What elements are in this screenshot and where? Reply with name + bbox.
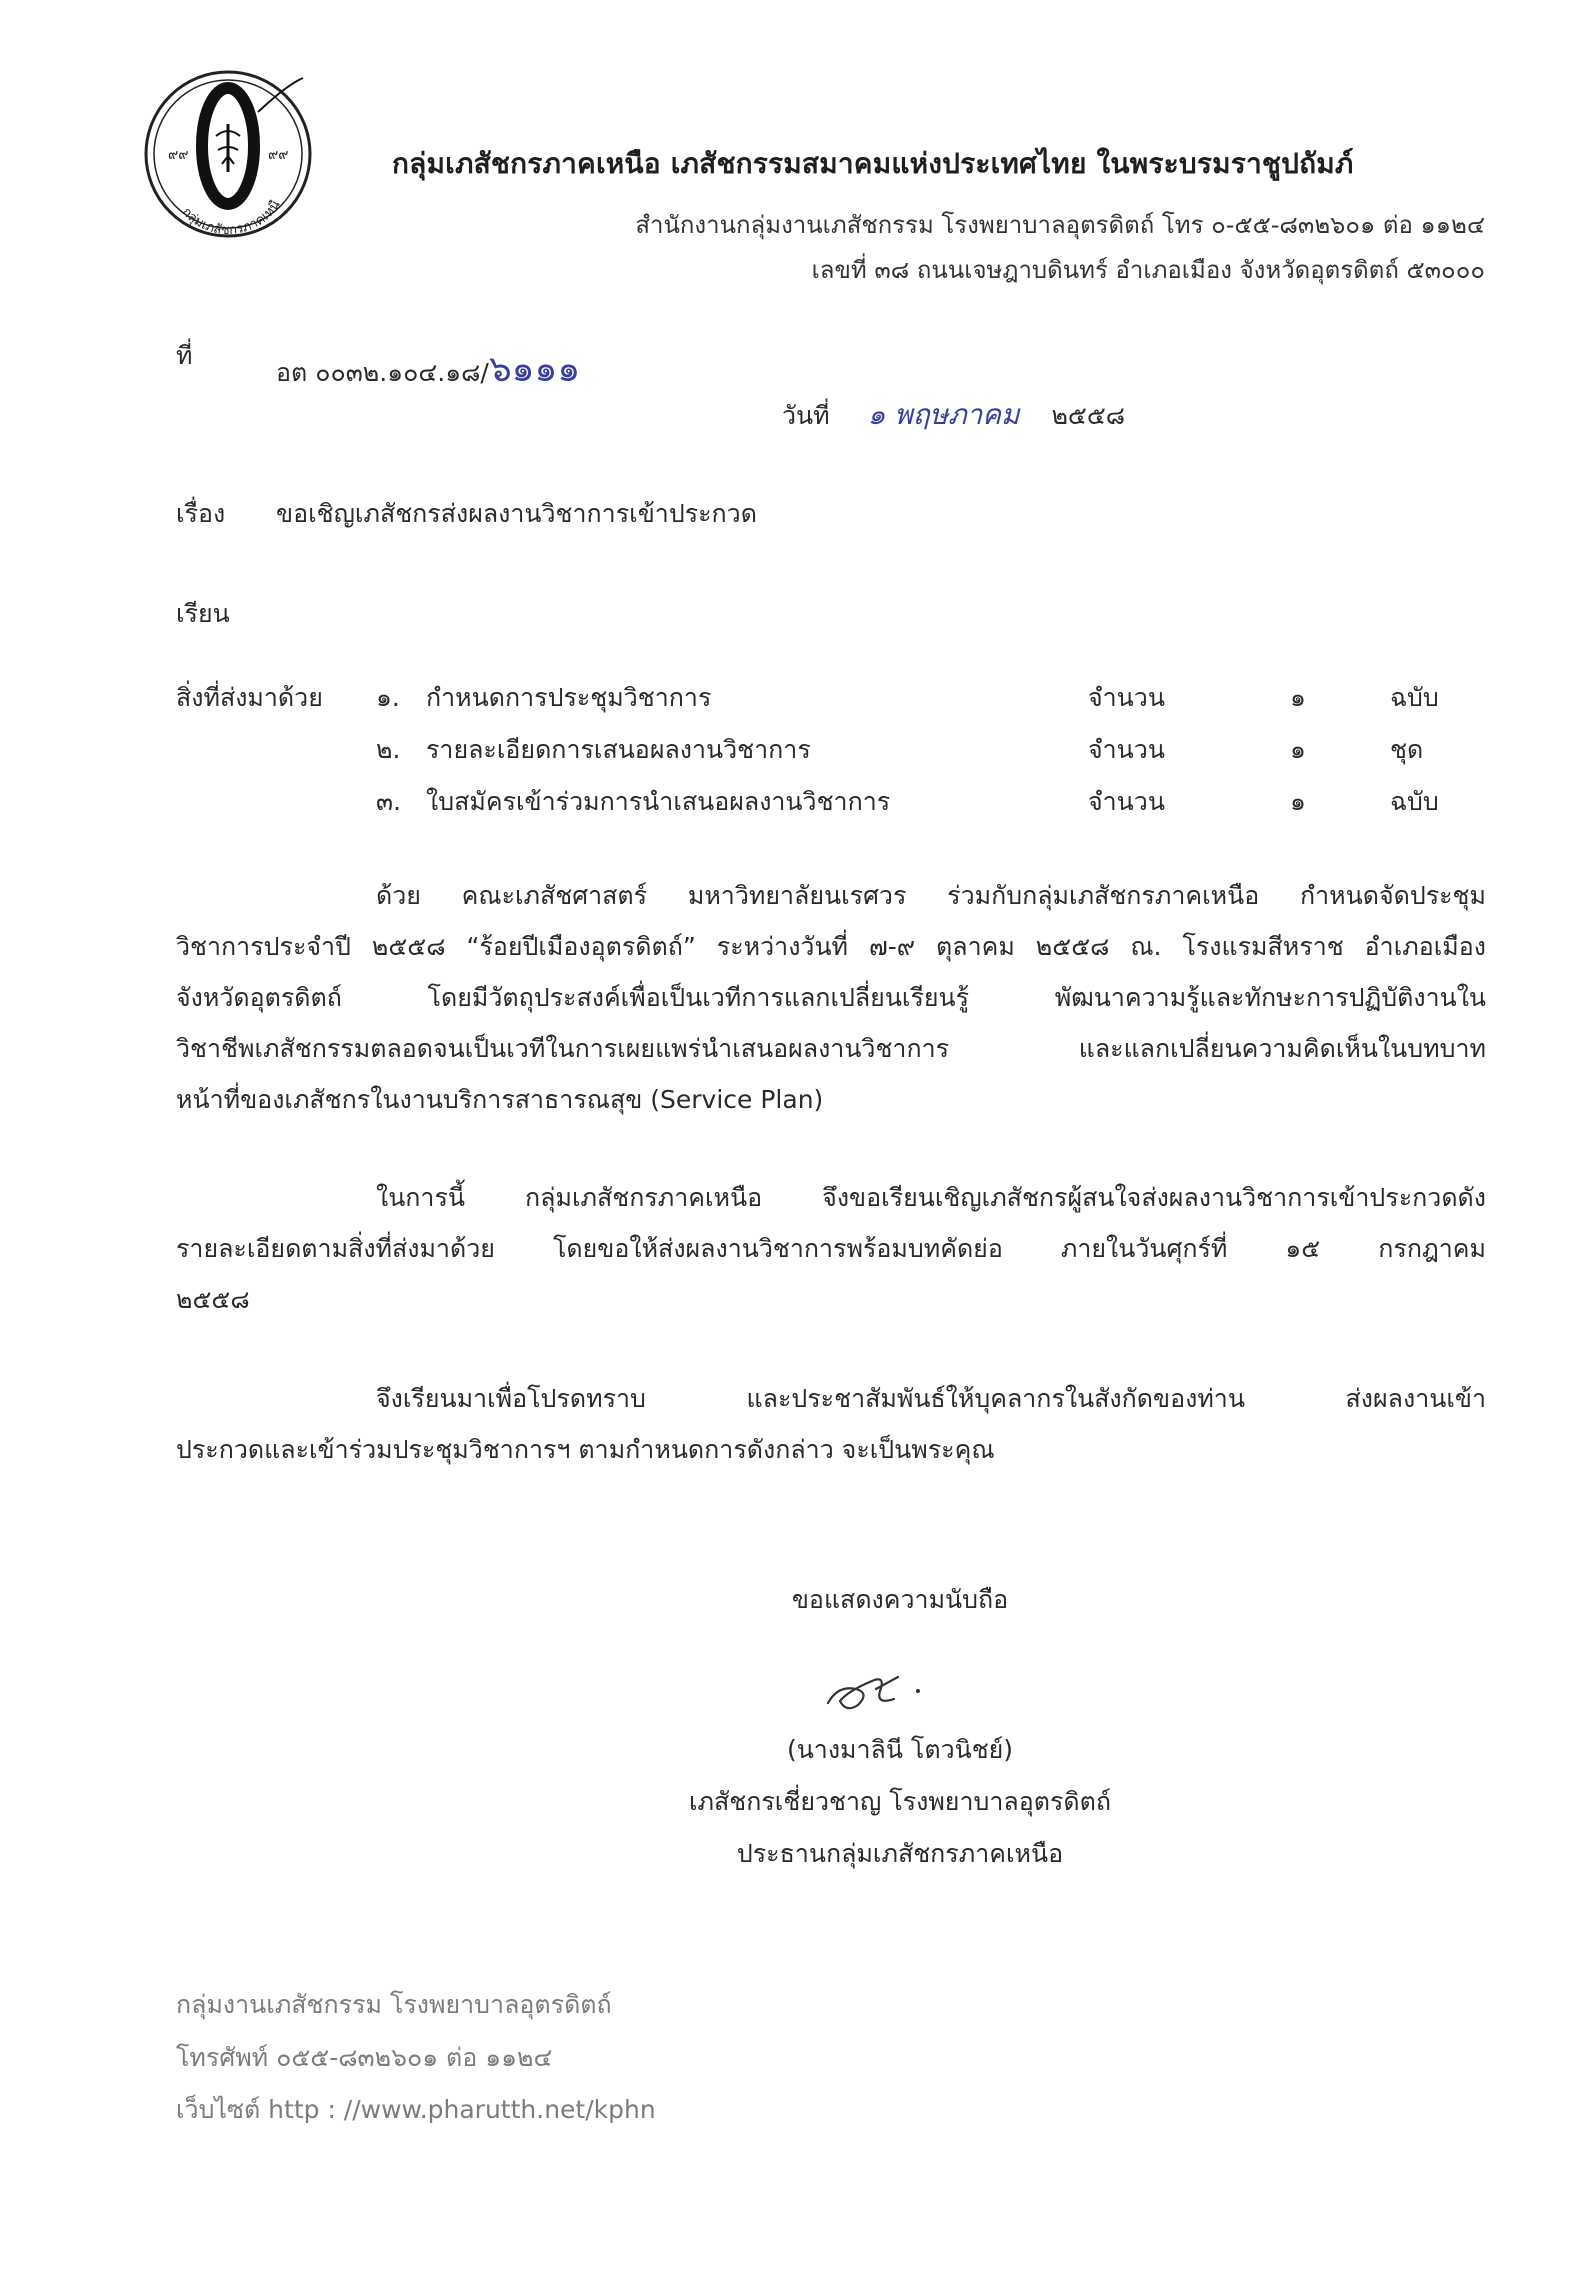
footer-department: กลุ่มงานเภสัชกรรม โรงพยาบาลอุตรดิตถ์ — [176, 1990, 612, 2019]
enclosures-label: สิ่งที่ส่งมาด้วย — [176, 683, 323, 712]
signature — [818, 1655, 938, 1725]
organization-name: กลุ่มเภสัชกรภาคเหนือ เภสัชกรรมสมาคมแห่งประเทศไทย ในพระบรมราชูปถัมภ์ — [392, 147, 1354, 180]
paragraph-line: รายละเอียดตามสิ่งที่ส่งมาด้วย โดยขอให้ส่งผลงานวิชาการพร้อมบทคัดย่อ ภายในวันศุกร์ที่ ๑๕ กรกฎาคม — [176, 1234, 1486, 1263]
ref-number-handwritten: ๖๑๑๑ — [488, 349, 581, 390]
svg-text:กลุ่มเภสัชกรภาคเหนือ — [138, 64, 284, 238]
enclosure-text: รายละเอียดการเสนอผลงานวิชาการ — [426, 735, 811, 764]
enclosure-text: กำหนดการประชุมวิชาการ — [426, 683, 712, 712]
enclosure-qty: ๑ — [1290, 787, 1306, 816]
signatory-name: (นางมาลินี โตวนิชย์) — [786, 1735, 1014, 1764]
signatory-title: ประธานกลุ่มเภสัชกรภาคเหนือ — [736, 1839, 1064, 1868]
body-paragraph-1 — [176, 870, 1486, 1125]
date-label: วันที่ — [782, 401, 830, 430]
body-paragraph-3 — [176, 1373, 1486, 1475]
organization-logo — [138, 64, 318, 244]
logo-text: กลุ่มเภสัชกรภาคเหนื — [178, 197, 284, 239]
enclosure-qty: ๑ — [1290, 683, 1306, 712]
address-line: เลขที่ ๓๘ ถนนเจษฎาบดินทร์ อำเภอเมือง จังหวัดอุตรดิตถ์ ๕๓๐๐๐ — [811, 256, 1485, 284]
enclosure-item — [176, 782, 1486, 822]
salutation-to-label: เรียน — [176, 599, 230, 628]
ref-number — [276, 340, 580, 397]
svg-text:๙๙: ๙๙ — [268, 147, 289, 163]
enclosure-qty-label: จำนวน — [1088, 787, 1165, 816]
footer-phone: โทรศัพท์ ๐๕๕-๘๓๒๖๐๑ ต่อ ๑๑๒๔ — [176, 2043, 553, 2072]
enclosure-qty-label: จำนวน — [1088, 683, 1165, 712]
paragraph-line: ๒๕๕๘ — [176, 1285, 250, 1314]
ref-label: ที่ — [176, 341, 193, 370]
footer-website-link[interactable]: เว็บไซต์ http : //www.pharutth.net/kphn — [176, 2095, 656, 2124]
enclosure-item — [176, 678, 1486, 718]
paragraph-line: ในการนี้ กลุ่มเภสัชกรภาคเหนือ จึงขอเรียนเชิญเภสัชกรผู้สนใจส่งผลงานวิชาการเข้าประกวดดัง — [376, 1183, 1486, 1212]
closing-salutation: ขอแสดงความนับถือ — [791, 1585, 1009, 1614]
enclosure-qty: ๑ — [1290, 735, 1306, 764]
paragraph-line: วิชาชีพเภสัชกรรมตลอดจนเป็นเวทีในการเผยแพร่นำเสนอผลงานวิชาการ และแลกเปลี่ยนความคิดเห็นในบทบาท — [176, 1034, 1486, 1063]
subject-label: เรื่อง — [176, 499, 226, 528]
enclosure-item — [176, 730, 1486, 770]
enclosure-text: ใบสมัครเข้าร่วมการนำเสนอผลงานวิชาการ — [426, 787, 891, 816]
enclosure-qty-label: จำนวน — [1088, 735, 1165, 764]
subject-text: ขอเชิญเภสัชกรส่งผลงานวิชาการเข้าประกวด — [276, 499, 757, 528]
ref-number-printed: อต ๐๐๓๒.๑๐๔.๑๘/ — [276, 358, 489, 387]
paragraph-line: จึงเรียนมาเพื่อโปรดทราบ และประชาสัมพันธ์ให้บุคลากรในสังกัดของท่าน ส่งผลงานเข้า — [376, 1384, 1486, 1413]
enclosure-unit: ชุด — [1390, 735, 1424, 764]
date-year: ๒๕๕๘ — [1051, 401, 1126, 430]
paragraph-line: ประกวดและเข้าร่วมประชุมวิชาการฯ ตามกำหนดการดังกล่าว จะเป็นพระคุณ — [176, 1435, 995, 1464]
enclosure-number: ๒. — [376, 735, 401, 764]
enclosure-unit: ฉบับ — [1390, 787, 1439, 816]
paragraph-line: วิชาการประจำปี ๒๕๕๘ “ร้อยปีเมืองอุตรดิตถ์” ระหว่างวันที่ ๗-๙ ตุลาคม ๒๕๕๘ ณ. โรงแรมสีหราช อำเภอเมือง — [176, 932, 1486, 961]
paragraph-line: หน้าที่ของเภสัชกรในงานบริการสาธารณสุข (Service Plan) — [176, 1085, 824, 1114]
signatory-position: เภสัชกรเชี่ยวชาญ โรงพยาบาลอุตรดิตถ์ — [688, 1787, 1111, 1816]
date-handwritten: ๑ พฤษภาคม — [867, 398, 1020, 431]
svg-text:๙๙: ๙๙ — [168, 147, 189, 163]
enclosure-unit: ฉบับ — [1390, 683, 1439, 712]
enclosure-number: ๑. — [376, 683, 400, 712]
date-line — [782, 393, 1125, 437]
body-paragraph-2 — [176, 1172, 1486, 1325]
paragraph-line: จังหวัดอุตรดิตถ์ โดยมีวัตถุประสงค์เพื่อเป็นเวทีการแลกเปลี่ยนเรียนรู้ พัฒนาความรู้และทักษะการปฏิบัติงานใน — [176, 983, 1486, 1012]
office-contact-line: สำนักงานกลุ่มงานเภสัชกรรม โรงพยาบาลอุตรดิตถ์ โทร ๐-๕๕-๘๓๒๖๐๑ ต่อ ๑๑๒๔ — [635, 211, 1485, 239]
logo-emblem-icon — [138, 64, 318, 244]
signature-icon — [818, 1655, 938, 1725]
enclosure-number: ๓. — [376, 787, 402, 816]
paragraph-line: ด้วย คณะเภสัชศาสตร์ มหาวิทยาลัยนเรศวร ร่วมกับกลุ่มเภสัชกรภาคเหนือ กำหนดจัดประชุม — [376, 881, 1486, 910]
